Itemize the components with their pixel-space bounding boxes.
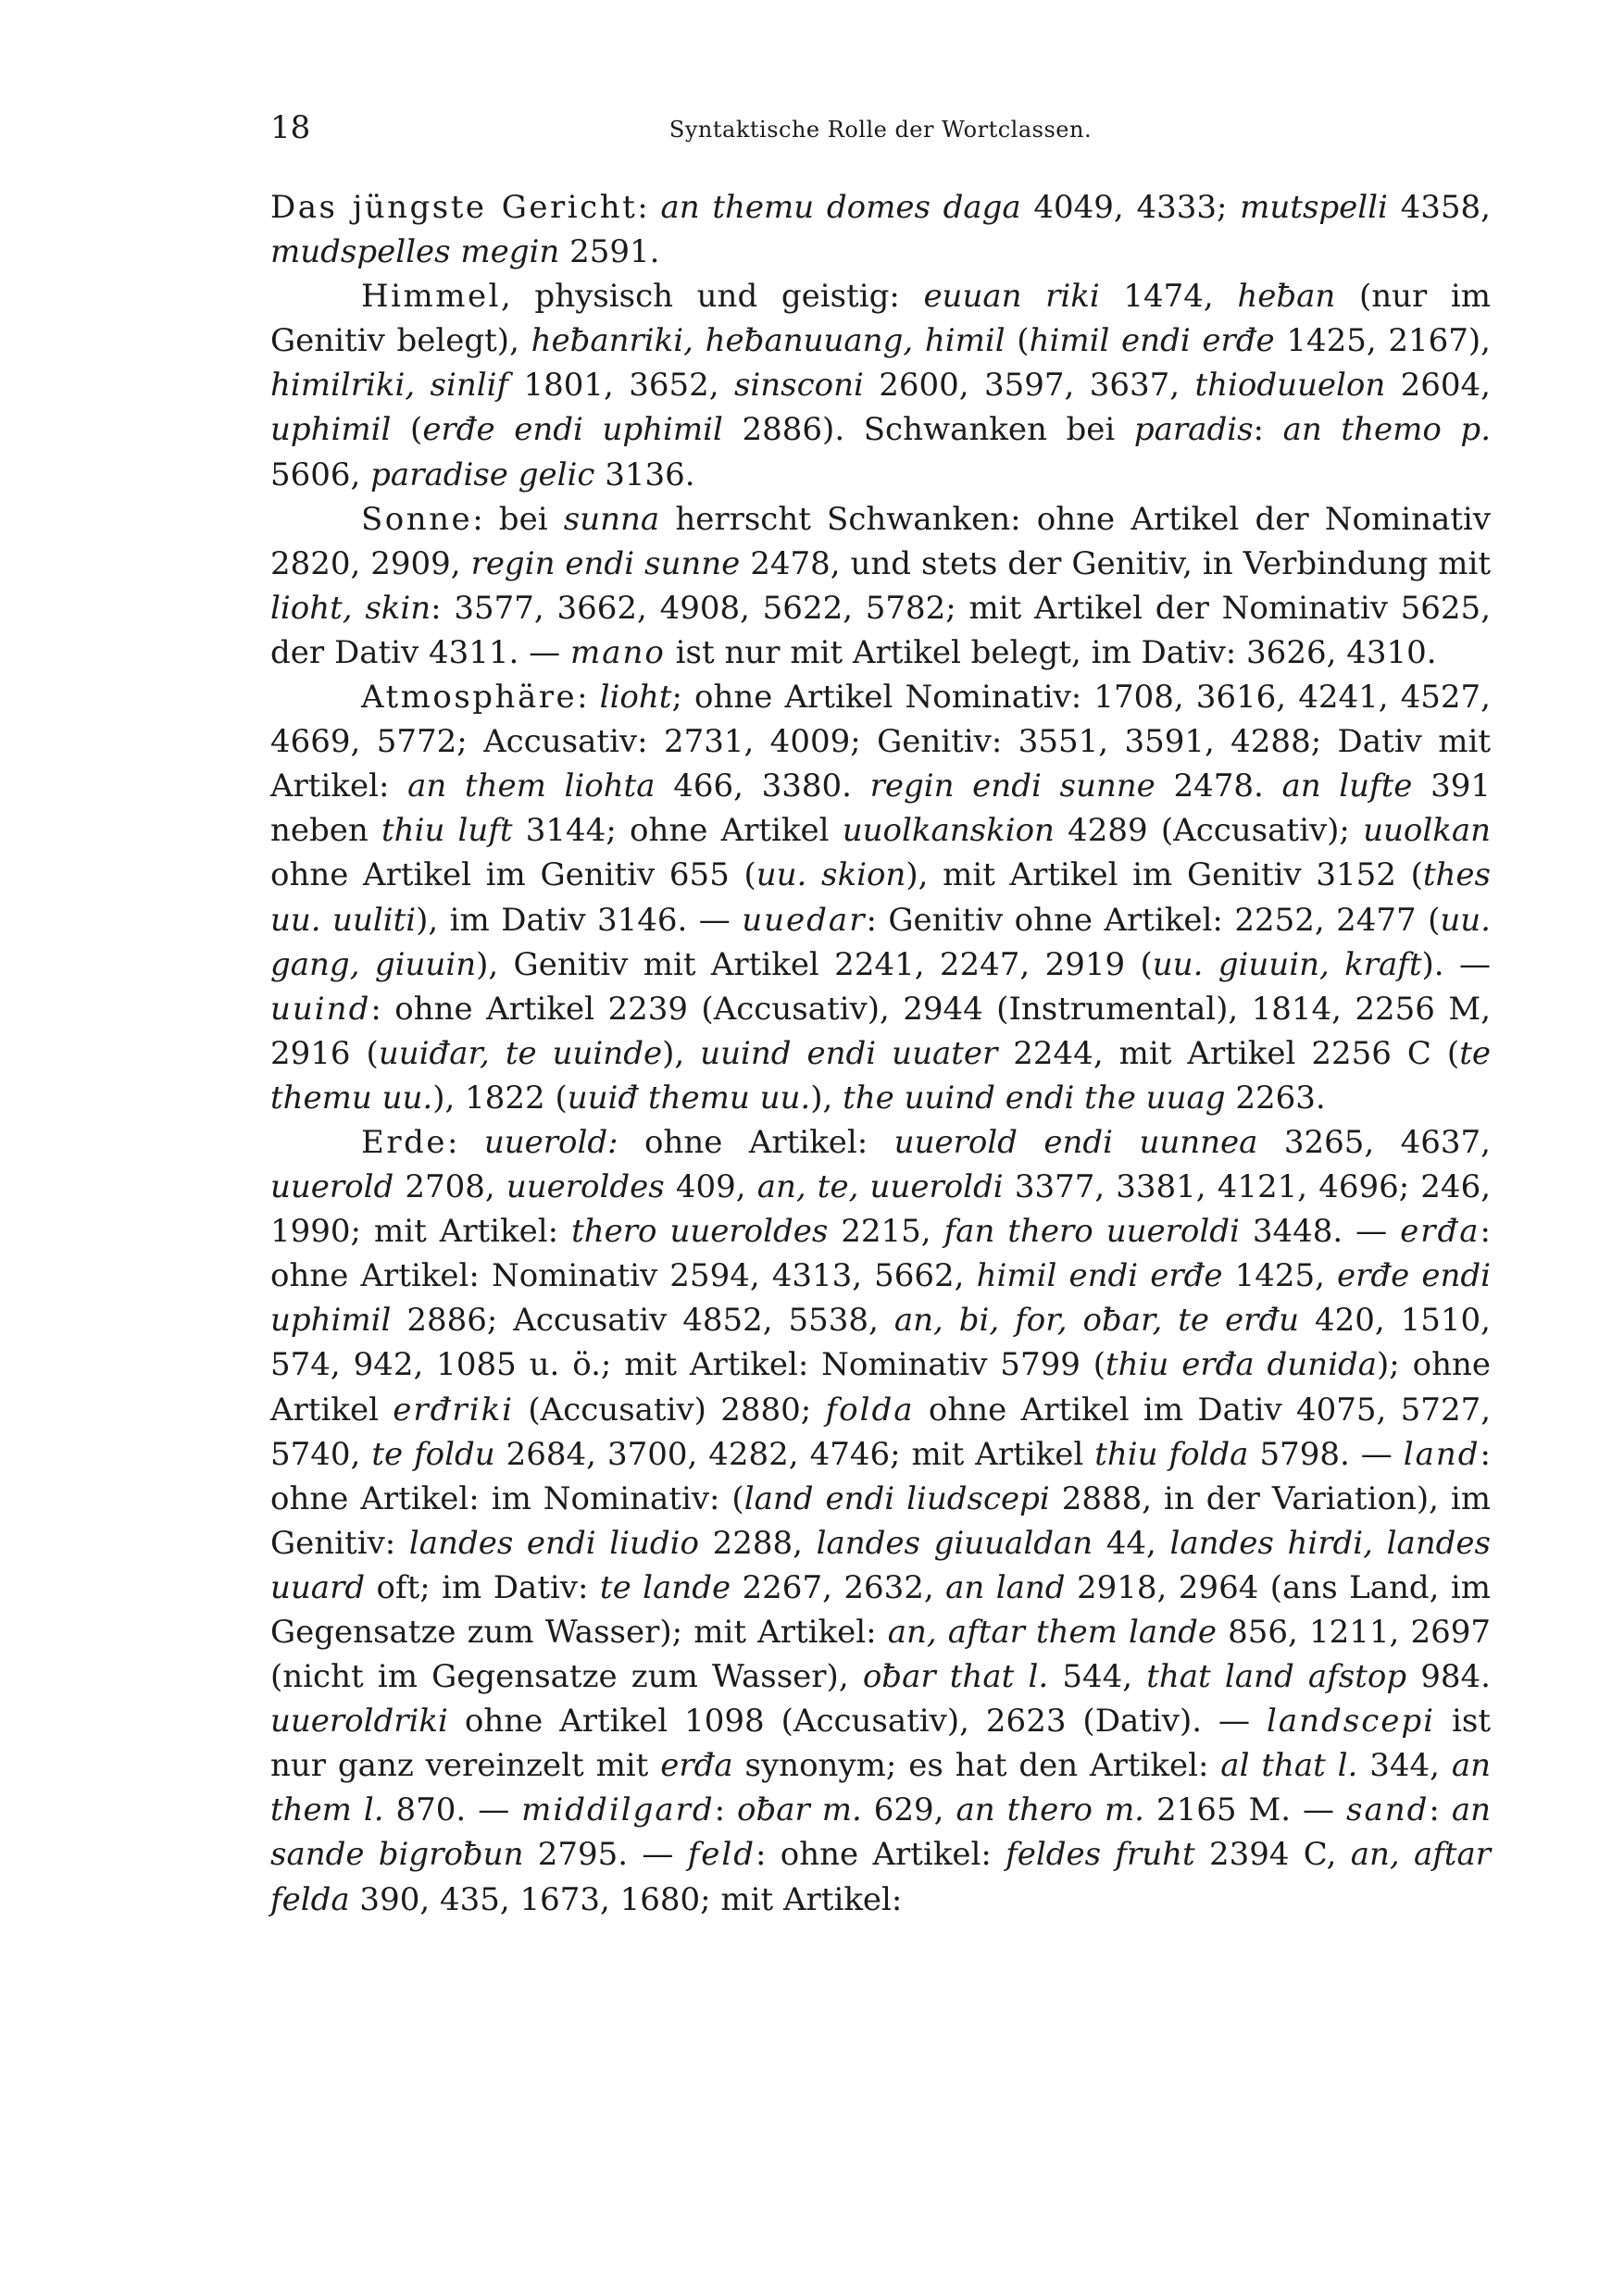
text-run: : [1253,411,1283,449]
text-run: synonym; es hat den Artikel: [732,1747,1221,1785]
text-run: 466, 3380. [655,767,870,805]
paragraph-sonne [270,497,1491,675]
italic-citation: an themo p. [1282,411,1492,449]
text-run: 3377, 3381, 4121, 4696; 246, 1990; mit Artikel: [270,1168,1492,1251]
spaced-keyword: erđriki [393,1391,515,1429]
italic-citation: paradise gelic [370,455,595,493]
text-run: 1425, 2167), [1274,322,1491,360]
text-run: 2684, 3700, 4282, 4746; mit Artikel [494,1435,1095,1473]
italic-citation: fan thero uueroldi [943,1213,1240,1251]
text-run: herrscht Schwanken: ohne Artikel der Nominativ 2820, 2909, [270,500,1491,582]
text-run: 2888, in der Variation), im Genitiv: [270,1479,1491,1562]
text-run: 1474, [1099,278,1238,316]
italic-citation: uuerold endi uunnea [893,1123,1258,1161]
text-run: 4289 (Accusativ); [1054,812,1364,850]
text-run: : ohne Artikel: [756,1836,1006,1874]
paragraph-atmosphaere [270,675,1491,1120]
italic-citation: an them l. [270,1747,1491,1829]
spaced-keyword: land [1403,1435,1480,1473]
text-run: 2918, 2964 (ans Land, im Gegensatze zum Wasser); mit Artikel: [270,1568,1491,1651]
text-run: (Accusativ) 2880; [514,1391,826,1429]
italic-citation: that land afstop [1146,1658,1407,1696]
text-run: : [714,1791,738,1829]
spaced-keyword: Erde [361,1123,447,1161]
italic-citation: an themu domes daga [660,189,1021,226]
italic-citation: te lande [599,1568,731,1606]
text-run: 870. — [383,1791,522,1829]
italic-citation: te foldu [371,1435,495,1473]
spaced-keyword: folda [825,1391,915,1429]
italic-citation: uuind endi uuater [700,1034,998,1072]
text-run: : [1429,1791,1452,1829]
text-run: 2215, [828,1213,944,1251]
text-run: ), mit Artikel im Genitiv 3152 ( [906,856,1423,894]
italic-citation: an, bi, for, oƀar, te erđu [893,1302,1300,1340]
italic-citation: erđe endi uphimil [422,411,723,449]
text-run: 2478, und stets der Genitiv, in Verbindung mit [740,544,1491,582]
text-run: 2478. [1155,767,1282,805]
text-run: 629, [861,1791,956,1829]
text-run: ; ohne Artikel Nominativ: 1708, 3616, 4241, 4527, 4669, 5772; Accusativ: 2731, 4009; Genitiv: 3551, 3591, 4288; Dativ mit Artikel: [270,679,1491,805]
italic-citation: thiu luft [381,812,513,850]
italic-citation: mutspelli [1240,189,1388,226]
text-run: : [577,679,600,717]
running-title: Syntaktische Rolle der Wortclassen. [668,117,1093,143]
paragraph-himmel [270,274,1491,496]
paragraph-gericht [270,185,1491,274]
italic-citation: erđa [660,1747,733,1785]
text-run: ohne Artikel: [618,1123,894,1161]
text-run: ), [662,1034,701,1072]
italic-citation: himilriki, sinlif [270,367,509,405]
italic-citation: thiu erđa dunida [1106,1346,1377,1384]
italic-citation: heƀanriki, heƀanuuang, himil [531,322,1006,360]
italic-citation: thes uu. uuliti [270,856,1492,939]
spaced-keyword: middilgard [521,1791,715,1829]
spaced-keyword: mano [569,633,666,671]
text-run: 5606, [270,455,371,493]
text-run: ist nur ganz vereinzelt mit [270,1703,1492,1785]
text-run: 984. [1406,1658,1491,1696]
text-run: : [637,189,661,226]
text-run: 1801, 3652, [508,367,734,405]
italic-citation: uu. giuuin, kraft [1152,945,1422,983]
spaced-keyword: landscepi [1266,1703,1436,1741]
italic-citation: sunna [563,500,660,538]
text-run: 2288, [698,1524,817,1562]
italic-citation: sinsconi [733,367,864,405]
italic-citation: uphimil [270,411,392,449]
italic-citation: himil endi erđe [976,1257,1223,1295]
text-run: 1425, [1222,1257,1337,1295]
italic-citation: heƀan [1237,278,1336,316]
text-run: 420, 1510, 574, 942, 1085 u. ö.; mit Artikel: Nominativ 5799 ( [270,1302,1491,1384]
italic-citation: land endi liudscepi [743,1479,1050,1517]
italic-citation: an, te, uueroldi [756,1168,1004,1206]
text-run: 344, [1357,1747,1452,1785]
spaced-keyword: feld [687,1836,756,1874]
text-run: oft; im Dativ: [365,1568,600,1606]
italic-citation: oƀar that l. [862,1658,1049,1696]
italic-citation: uuiđar, te uuinde [378,1034,663,1072]
text-run: ohne Artikel 1098 (Accusativ), 2623 (Dativ). — [447,1703,1267,1741]
italic-citation: an sande bigroƀun [270,1791,1491,1874]
text-run: 2708, [394,1168,506,1206]
text-run: ); ohne Artikel [270,1346,1491,1429]
text-run: ), [810,1079,843,1117]
text-run: 2886). Schwanken bei [722,411,1134,449]
text-run: ( [1005,322,1030,360]
text-run: 391 neben [270,767,1491,850]
italic-citation: lioht, skin [270,589,431,627]
text-run: 409, [664,1168,757,1206]
text-run: 2263. [1225,1079,1326,1117]
text-run: 856, 1211, 2697 (nicht im Gegensatze zum Wasser), [270,1614,1491,1696]
italic-citation: an, aftar them lande [887,1614,1217,1651]
italic-citation: uu. skion [756,856,906,894]
italic-citation: landes endi liudio [408,1524,699,1562]
spaced-keyword: Himmel [361,278,501,316]
text-run: 2600, 3597, 3637, [863,367,1195,405]
italic-citation: euuan riki [923,278,1100,316]
text-run: 4358, [1387,189,1491,226]
italic-citation: paradis [1133,411,1254,449]
italic-citation: erđe endi uphimil [270,1257,1492,1340]
text-run: : Genitiv ohne Artikel: 2252, 2477 ( [866,901,1441,939]
text-run: : bei [472,500,564,538]
italic-citation: uuerold: [483,1123,618,1161]
text-run: : ohne Artikel 2239 (Accusativ), 2944 (Instrumental), 1814, 2256 M, 2916 ( [270,990,1491,1072]
italic-citation: himil endi erđe [1029,322,1275,360]
text-run: 2604, [1385,367,1491,405]
spaced-keyword: Atmosphäre [361,679,578,717]
text-run: (nur im Genitiv belegt), [270,278,1491,360]
italic-citation: oƀar m. [737,1791,862,1829]
text-run: 5798. — [1248,1435,1404,1473]
italic-citation: uuiđ themu uu. [567,1079,811,1117]
spaced-keyword: Sonne [361,500,473,538]
text-run: : ohne Artikel: im Nominativ: ( [270,1435,1492,1517]
text-run: 2394 C, [1194,1836,1351,1874]
italic-citation: te themu uu. [270,1034,1491,1117]
italic-citation: thioduuelon [1194,367,1386,405]
spaced-keyword: uuedar [742,901,867,939]
italic-citation: landes hirdi, landes uuard [270,1524,1492,1606]
italic-citation: regin endi sunne [869,767,1156,805]
text-run: 44, [1093,1524,1170,1562]
italic-citation: uuolkanskion [842,812,1055,850]
spaced-keyword: Das jüngste Gericht [270,189,638,226]
italic-citation: thero uueroldes [571,1213,829,1251]
text-run: 3265, 4637, [1257,1123,1491,1161]
text-run: ), Genitiv mit Artikel 2241, 2247, 2919 ( [476,945,1153,983]
paragraph-erde [270,1120,1491,1922]
italic-citation: uueroldriki [270,1703,448,1741]
text-run: 544, [1048,1658,1147,1696]
text-run: 2591. [559,233,660,271]
text-run: 3144; ohne Artikel [512,812,843,850]
page-header [270,109,1491,156]
spaced-keyword: sand [1346,1791,1430,1829]
text-run: , physisch und geistig: [501,278,924,316]
text-run: ist nur mit Artikel belegt, im Dativ: 3626, 4310. [665,633,1437,671]
italic-citation: an thero m. [956,1791,1144,1829]
italic-citation: uueroldes [506,1168,665,1206]
text-run: ). — [1421,945,1491,983]
text-run: 4049, 4333; [1020,189,1241,226]
italic-citation: regin endi sunne [470,544,741,582]
italic-citation: an, aftar felda [270,1836,1491,1918]
italic-citation: mudspelles megin [270,233,560,271]
italic-citation: an land [945,1568,1066,1606]
text-run: ohne Artikel im Genitiv 655 ( [270,856,756,894]
spaced-keyword: uuind [270,990,371,1028]
italic-citation: an lufte [1281,767,1413,805]
text-run: ), im Dativ 3146. — [416,901,743,939]
text-run: ), 1822 ( [432,1079,568,1117]
text-run: 2244, mit Artikel 2256 C ( [997,1034,1460,1072]
text-run: 2886; Accusativ 4852, 5538, [391,1302,894,1340]
italic-citation: thiu folda [1094,1435,1249,1473]
spaced-keyword: erđa [1400,1213,1480,1251]
italic-citation: al that l. [1220,1747,1358,1785]
italic-citation: lioht [599,679,672,717]
text-run: : ohne Artikel: Nominativ 2594, 4313, 5662, [270,1213,1491,1295]
text-run: ohne Artikel im Dativ 4075, 5727, 5740, [270,1391,1492,1473]
body-text [270,185,1491,1922]
text-run: : [446,1123,484,1161]
text-run: 2795. — [523,1836,688,1874]
italic-citation: feldes fruht [1006,1836,1195,1874]
text-run: : 3577, 3662, 4908, 5622, 5782; mit Artikel der Nominativ 5625, der Dativ 4311. — [270,589,1491,671]
italic-citation: landes giuualdan [816,1524,1093,1562]
page-number: 18 [270,109,311,146]
text-run: ( [391,411,423,449]
text-run: 2165 M. — [1144,1791,1346,1829]
italic-citation: uuerold [270,1168,394,1206]
italic-citation: an them liohta [407,767,656,805]
text-run: 3448. — [1239,1213,1401,1251]
text-run: 390, 435, 1673, 1680; mit Artikel: [349,1880,903,1918]
text-run: 2267, 2632, [731,1568,946,1606]
italic-citation: the uuind endi the uuag [843,1079,1226,1117]
italic-citation: uu. gang, giuuin [270,901,1491,983]
text-run: 3136. [594,455,695,493]
italic-citation: uuolkan [1363,812,1491,850]
